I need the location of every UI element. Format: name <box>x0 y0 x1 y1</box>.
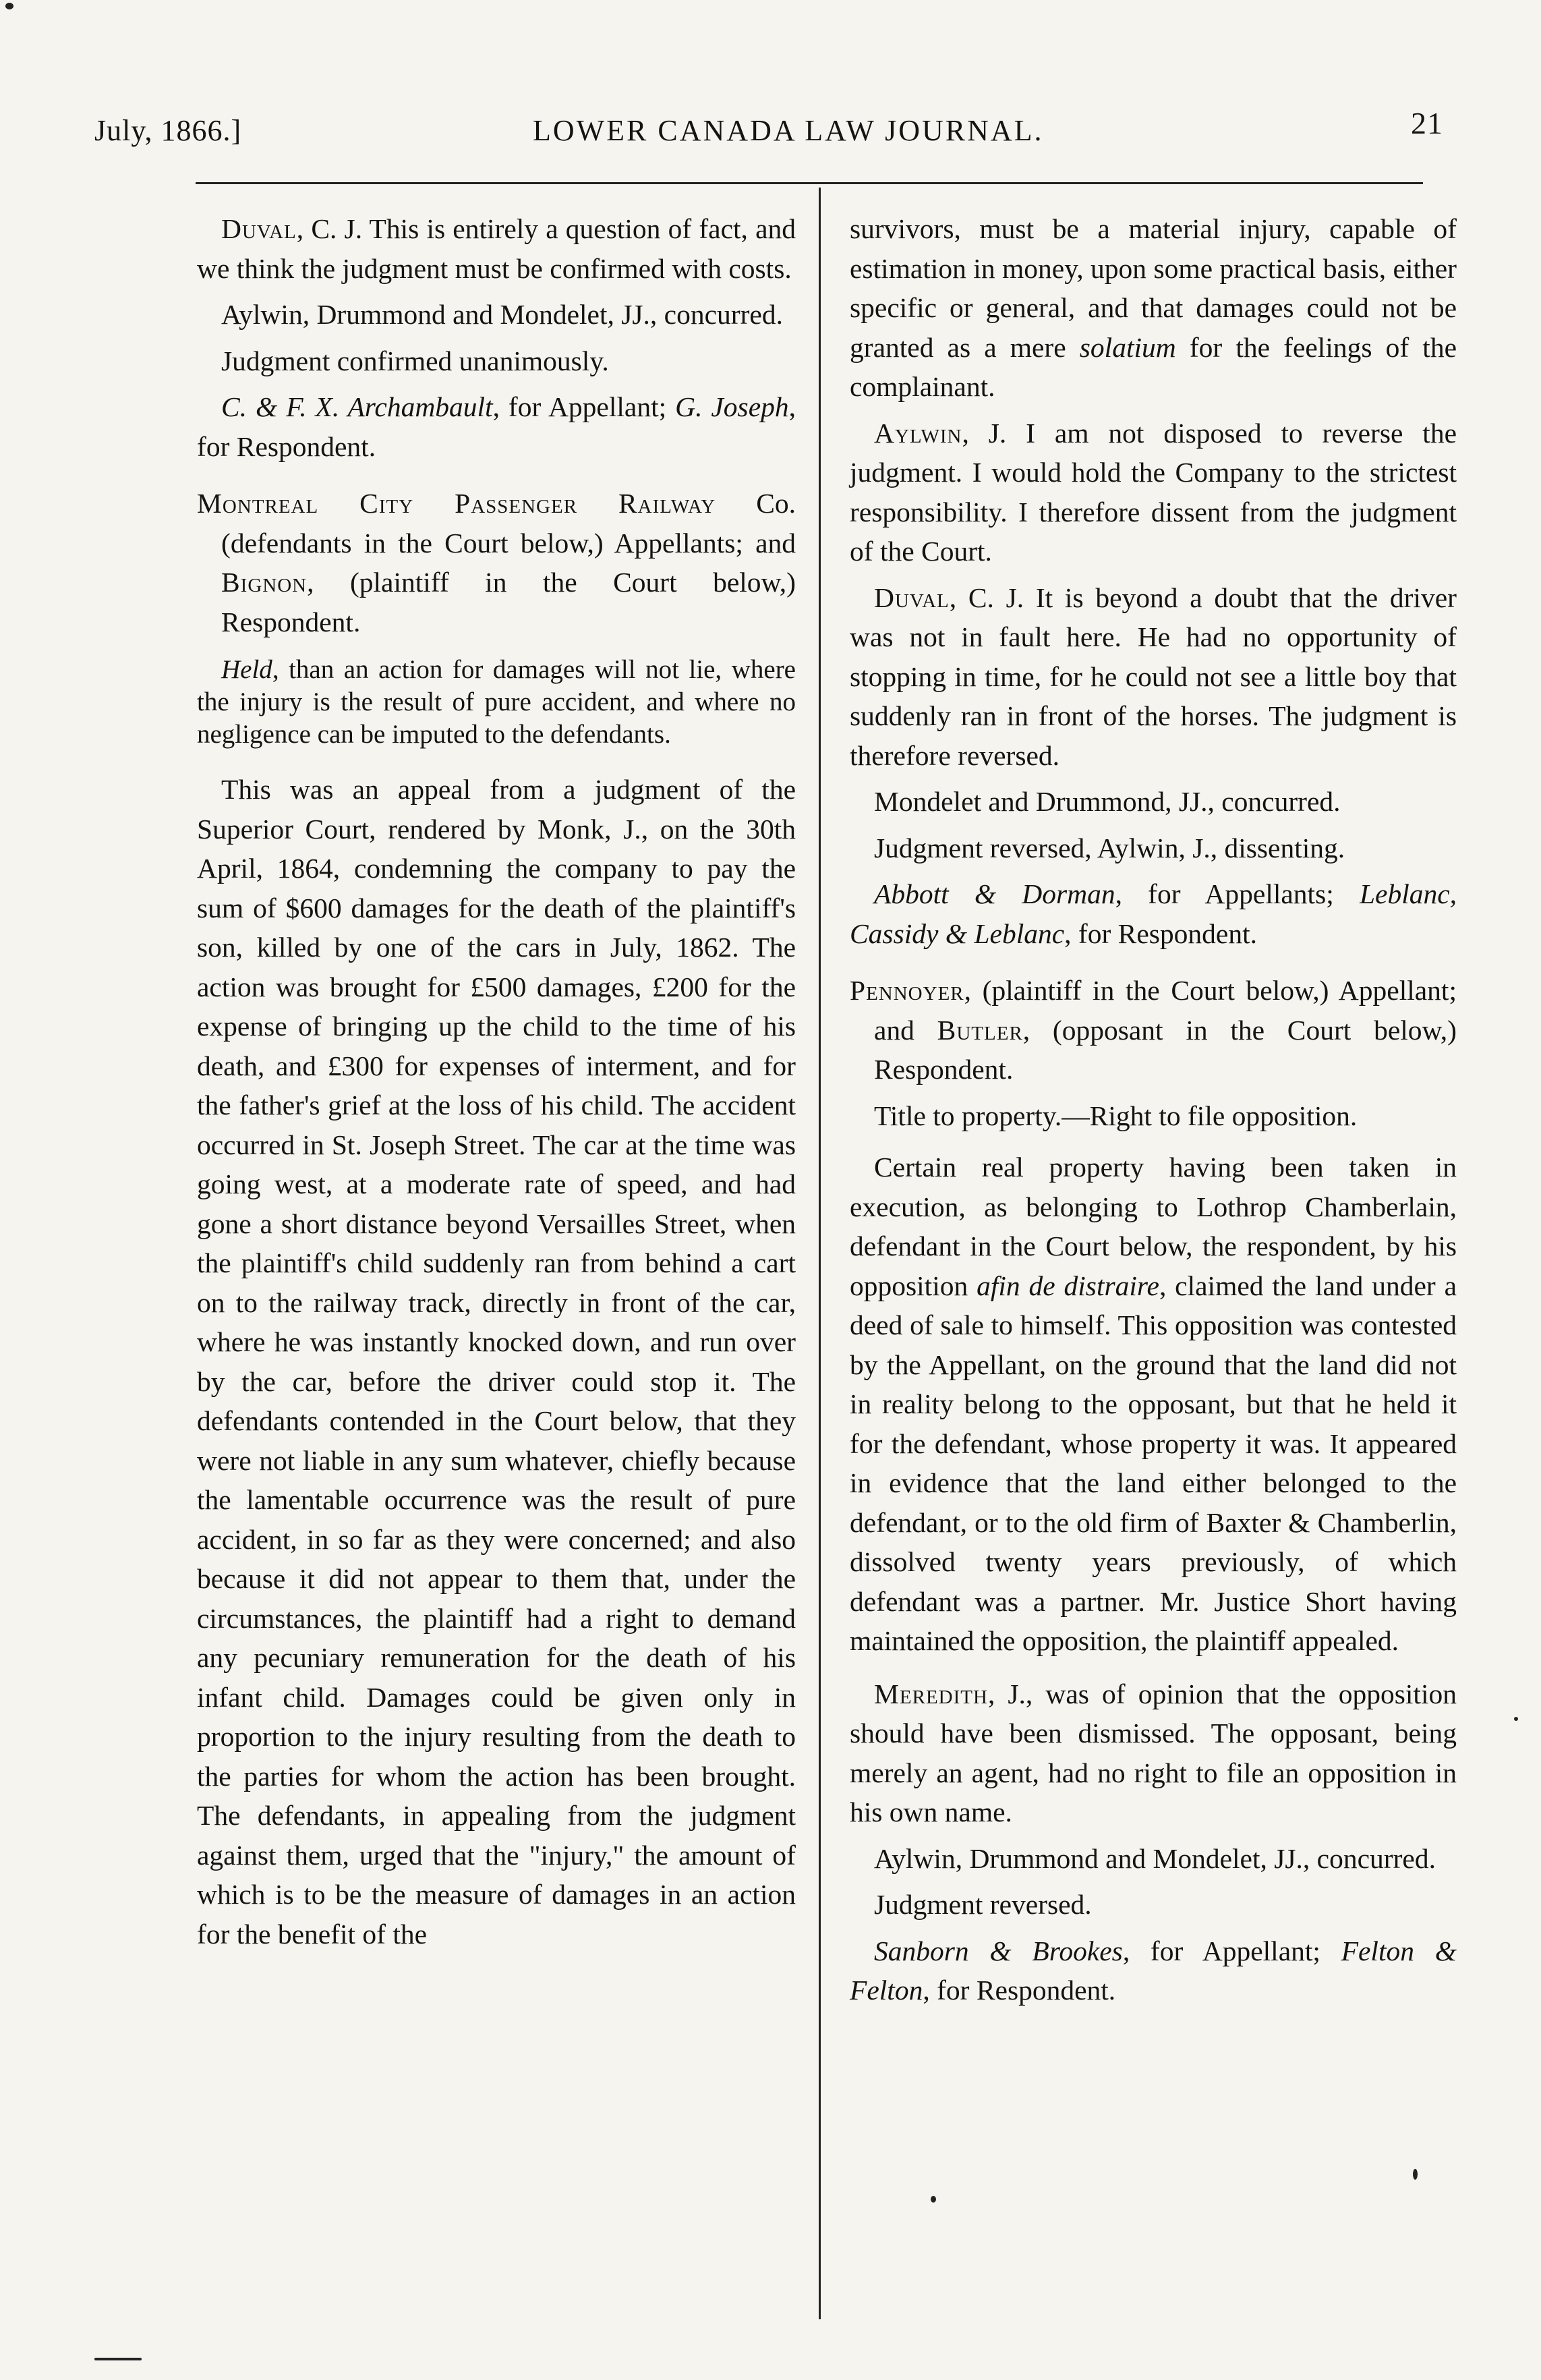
counsel-line <box>850 1931 1457 2010</box>
case-caption-end: , (plaintiff in the Court below,) Respondent. <box>221 567 796 638</box>
case-body: This was an appeal from a judgment of the Superior Court, rendered by Monk, J., on the 30th April, 1864, condemning the company to pay the sum of $600 damages for the death of the plaintiff's son, killed by one of the cars in July, 1862. The action was brought for £500 damages, £200 for the expense of bringing up the child to the time of his death, and £300 for expenses of interment, and for the father's grief at the loss of his child. The accident occurred in St. Joseph Street. The car at the time was going west, at a moderate rate of speed, and had gone a short distance beyond Versailles Street, when the plaintiff's child suddenly ran from behind a cart on to the railway track, directly in front of the car, where he was instantly knocked down, and run over by the car, before the driver could stop it. The defendants contended in the Court below, that they were not liable in any sum whatever, chiefly because the lamentable occurrence was the result of pure accident, in so far as they were concerned; and also because it did not appear to them that, under the circumstances, the plaintiff had a right to demand any pecuniary remuneration for the death of his infant child. Damages could be given only in proportion to the injury resulting from the death to the parties for whom the action has been brought. The defendants, in appealing from the judgment against them, urged that the "injury," the amount of which is to be the measure of damages in an action for the benefit of the <box>197 774 796 1950</box>
case-party-respondent: Bignon <box>221 567 308 598</box>
header-date: July, 1866.] <box>94 114 242 147</box>
counsel-end: , for Respondent. <box>923 1975 1116 2006</box>
case-party-appellant: Pennoyer <box>850 975 964 1006</box>
case-caption-text: Co. (defendants in the Court below,) Appellants; and <box>221 488 796 559</box>
opinion-text: , C. J. This is entirely a question of fact, and we think the judgment must be confirmed with costs. <box>197 213 796 284</box>
judgment-line: Judgment reversed. <box>874 1889 1092 1920</box>
header-journal-title: LOWER CANADA LAW JOURNAL. <box>533 114 1044 147</box>
counsel-sep: , for Appellant; <box>1122 1935 1341 1966</box>
page-header <box>94 101 1443 155</box>
opinion-meredith <box>850 1674 1457 1832</box>
concurrence: Aylwin, Drummond and Mondelet, JJ., concurred. <box>221 299 783 330</box>
counsel-respondent: Leblanc, Cassidy & Leblanc <box>850 878 1457 949</box>
header-page-number: 21 <box>1411 106 1443 140</box>
opinion-text: , C. J. It is beyond a doubt that the driver was not in fault here. He had no opportunity of stopping in time, for he could not see a little boy that suddenly ran in front of the horses. The judgment is therefore reversed. <box>850 582 1457 771</box>
counsel-sep: , for Appellant; <box>492 391 676 422</box>
judge-name: Duval <box>874 582 950 613</box>
counsel-appellant: Sanborn & Brookes <box>874 1935 1123 1966</box>
counsel-appellant: C. & F. X. Archambault <box>221 391 493 422</box>
header-rule <box>196 182 1423 184</box>
opinion-text: , J., was of opinion that the opposition should have been dismissed. The opposant, being merely an agent, had no right to file an opposition in his own name. <box>850 1678 1457 1828</box>
counsel-sep: , for Appellants; <box>1115 878 1360 909</box>
afin-de-distraire-term: afin de distraire <box>977 1270 1159 1301</box>
print-speck <box>931 2196 936 2203</box>
counsel-respondent: G. Joseph <box>675 391 789 422</box>
solatium-term: solatium <box>1079 331 1176 363</box>
case-body-text-end: , claimed the land under a deed of sale to himself. This opposition was contested by the Appellant, on the ground that the land did not in reality belong to the opposant, but that he held it for the defendant, whose property it was. It appeared in evidence that the land either belonged to the defendant, or to the old firm of Baxter & Chamberlin, dissolved twenty years previously, of which defendant was a partner. Mr. Justice Short having maintained the opposition, the plaintiff appealed. <box>850 1270 1457 1656</box>
case-caption-text: , (plaintiff in the Court below,) Appellant; and <box>874 975 1457 1046</box>
print-speck <box>1514 1717 1518 1721</box>
case-party-respondent: Butler <box>937 1014 1023 1046</box>
headnote-held: Held <box>221 655 272 684</box>
judge-name: Meredith <box>874 1678 988 1709</box>
case-caption <box>850 971 1457 1089</box>
concurrence: Mondelet and Drummond, JJ., concurred. <box>874 786 1341 817</box>
counsel-appellant: Abbott & Dorman <box>874 878 1115 909</box>
counsel-line <box>197 387 796 466</box>
counsel-end: , for Respondent. <box>197 391 796 462</box>
judge-name: Aylwin <box>874 417 962 449</box>
right-column <box>850 209 1457 2017</box>
column-divider <box>819 188 821 2319</box>
judge-name: Duval <box>221 213 297 244</box>
headnote-text: , than an action for damages will not lie, where the injury is the result of pure accident, and where no negligence can be imputed to the defendants. <box>197 655 796 749</box>
case-body <box>850 1148 1457 1661</box>
judgment-line: Judgment reversed, Aylwin, J., dissenting. <box>874 832 1345 863</box>
print-speck <box>1413 2169 1418 2180</box>
continued-text: survivors, must be a material injury, capable of estimation in money, upon some practical basis, either specific or general, and that damages could not be granted as a mere <box>850 213 1457 363</box>
opinion-duval <box>197 209 796 288</box>
headnote <box>197 654 796 751</box>
opinion-duval-2 <box>850 578 1457 776</box>
continued-text-end: for the feelings of the complainant. <box>850 331 1457 402</box>
counsel-end: , for Respondent. <box>1064 917 1258 949</box>
case-caption <box>197 484 796 642</box>
case-body-text: Certain real property having been taken in execution, as belonging to Lothrop Chamberlain, defendant in the Court below, the respondent, by his opposition <box>850 1152 1457 1301</box>
concurrence: Aylwin, Drummond and Mondelet, JJ., concurred. <box>874 1842 1436 1874</box>
print-speck <box>94 2358 142 2360</box>
counsel-line <box>850 874 1457 953</box>
continued-paragraph <box>850 209 1457 407</box>
left-column <box>197 209 796 1960</box>
opinion-text: , J. I am not disposed to reverse the judgment. I would hold the Company to the strictest responsibility. I therefore dissent from the judgment of the Court. <box>850 417 1457 567</box>
judgment-line: Judgment confirmed unanimously. <box>221 345 609 376</box>
case-party-appellant: Montreal City Passenger Railway <box>197 488 716 519</box>
case-caption-end: , (opposant in the Court below,) Respondent. <box>874 1014 1457 1085</box>
counsel-respondent: Felton & Felton <box>850 1935 1457 2006</box>
opinion-aylwin <box>850 414 1457 571</box>
headnote: Title to property.—Right to file opposition. <box>874 1100 1358 1131</box>
print-speck <box>5 3 13 9</box>
